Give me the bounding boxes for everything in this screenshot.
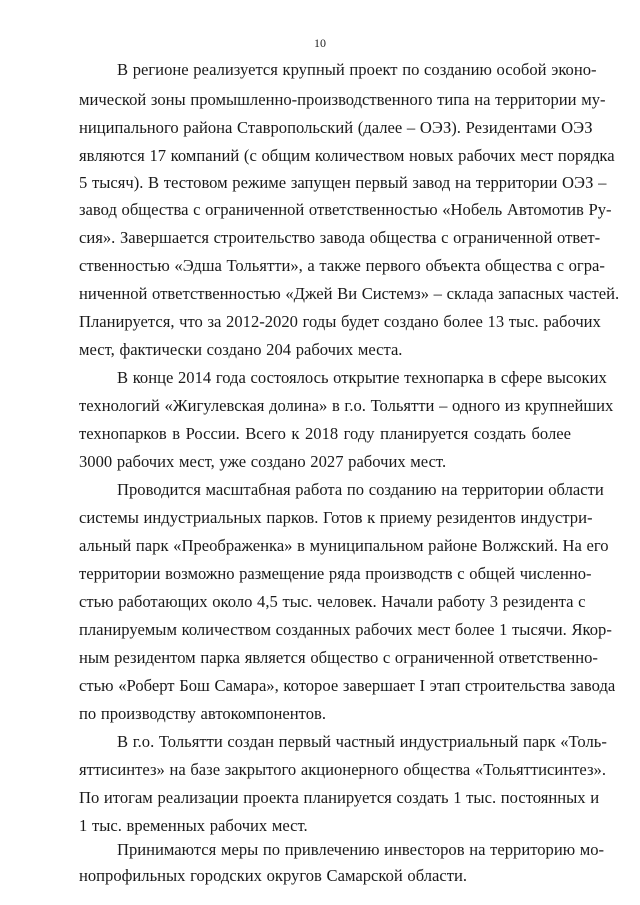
paragraph-1-line-7: сия». Завершается строительство завода общества с ограниченной ответ- xyxy=(79,228,601,247)
paragraph-4-line-4: 1 тыс. временных рабочих мест. xyxy=(79,816,308,835)
paragraph-2-line-1: В конце 2014 года состоялось открытие технопарка в сфере высоких xyxy=(117,368,607,387)
paragraph-1-line-6: завод общества с ограниченной ответственностью «Нобель Автомотив Ру- xyxy=(79,200,612,219)
paragraph-3-line-4: территории возможно размещение ряда производств с общей численно- xyxy=(79,564,592,583)
paragraph-3-line-2: системы индустриальных парков. Готов к приему резидентов индустри- xyxy=(79,508,593,527)
paragraph-1-line-10: Планируется, что за 2012-2020 годы будет создано более 13 тыс. рабочих xyxy=(79,312,601,331)
paragraph-3-line-5: стью работающих около 4,5 тыс. человек. Начали работу 3 резидента с xyxy=(79,592,586,611)
paragraph-3-line-1: Проводится масштабная работа по созданию на территории области xyxy=(117,480,604,499)
paragraph-1-line-8: ственностью «Эдша Тольятти», а также первого объекта общества с огра- xyxy=(79,256,605,275)
paragraph-3-line-6: планируемым количеством созданных рабочих мест более 1 тысячи. Якор- xyxy=(79,620,612,639)
paragraph-1-line-5: 5 тысяч). В тестовом режиме запущен первый завод на территории ОЭЗ – xyxy=(79,173,607,192)
paragraph-2-line-3: технопарков в России. Всего к 2018 году планируется создать более xyxy=(79,424,571,443)
paragraph-3-line-8: стью «Роберт Бош Самара», которое завершает I этап строительства завода xyxy=(79,676,616,695)
paragraph-4-line-1: В г.о. Тольятти создан первый частный индустриальный парк «Толь- xyxy=(117,732,607,751)
paragraph-4-line-3: По итогам реализации проекта планируется создать 1 тыс. постоянных и xyxy=(79,788,600,807)
paragraph-1-line-1: В регионе реализуется крупный проект по созданию особой эконо- xyxy=(117,60,597,79)
paragraph-1-line-4: являются 17 компаний (с общим количеством новых рабочих мест порядка xyxy=(79,146,615,165)
paragraph-1-line-2: мической зоны промышленно-производственного типа на территории му- xyxy=(79,90,606,109)
paragraph-3-line-9: по производству автокомпонентов. xyxy=(79,704,326,723)
paragraph-1-line-3: ниципального района Ставропольский (далее – ОЭЗ). Резидентами ОЭЗ xyxy=(79,118,593,137)
paragraph-2-line-2: технологий «Жигулевская долина» в г.о. Тольятти – одного из крупнейших xyxy=(79,396,614,415)
paragraph-2-line-4: 3000 рабочих мест, уже создано 2027 рабочих мест. xyxy=(79,452,447,471)
paragraph-3-line-3: альный парк «Преображенка» в муниципальном районе Волжский. На его xyxy=(79,536,609,555)
page-number: 10 xyxy=(314,36,326,50)
paragraph-5-line-2: нопрофильных городских округов Самарской области. xyxy=(79,866,468,885)
paragraph-3-line-7: ным резидентом парка является общество с ограниченной ответственно- xyxy=(79,648,598,667)
paragraph-4-line-2: яттисинтез» на базе закрытого акционерного общества «Тольяттисинтез». xyxy=(79,760,606,779)
paragraph-1-line-11: мест, фактически создано 204 рабочих места. xyxy=(79,340,403,359)
paragraph-5-line-1: Принимаются меры по привлечению инвесторов на территорию мо- xyxy=(117,840,605,859)
paragraph-1-line-9: ниченной ответственностью «Джей Ви Системз» – склада запасных частей. xyxy=(79,284,620,303)
